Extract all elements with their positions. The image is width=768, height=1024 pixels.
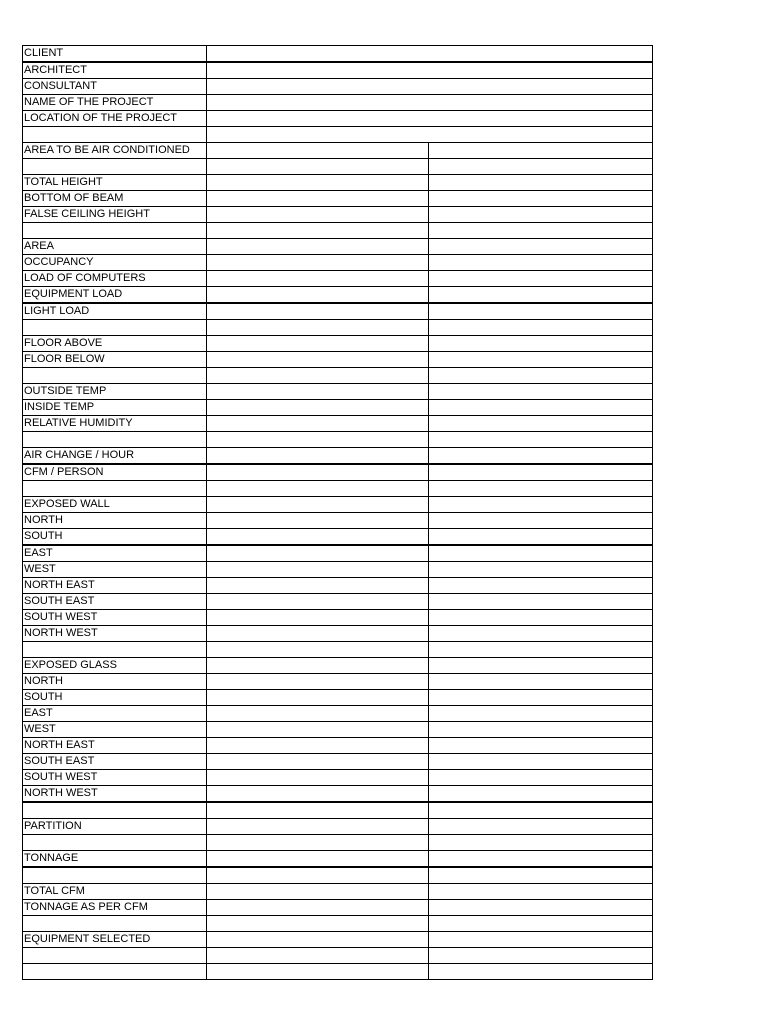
value-cell[interactable] [207,867,429,884]
row-label: SOUTH EAST [23,754,207,770]
row-label [23,320,207,336]
row-label: BOTTOM OF BEAM [23,191,207,207]
row-label: RELATIVE HUMIDITY [23,416,207,432]
row-label: CFM / PERSON [23,464,207,481]
header-row [23,46,653,63]
form-row [23,207,653,223]
form-row [23,303,653,320]
row-label: EXPOSED GLASS [23,658,207,674]
value-cell[interactable] [207,143,429,159]
value-cell[interactable] [207,851,429,868]
row-label: FLOOR BELOW [23,352,207,368]
value-cell[interactable] [207,255,429,271]
form-row [23,706,653,722]
value-cell[interactable] [429,191,653,207]
value-cell[interactable] [207,754,429,770]
row-label: OUTSIDE TEMP [23,384,207,400]
value-cell[interactable] [429,722,653,738]
row-label [23,964,207,980]
value-cell[interactable] [429,835,653,851]
value-cell[interactable] [207,594,429,610]
value-cell[interactable] [429,690,653,706]
value-cell[interactable] [429,916,653,932]
form-row [23,964,653,980]
value-cell[interactable] [429,432,653,448]
value-cell[interactable] [207,529,429,546]
row-label: NORTH EAST [23,578,207,594]
value-cell[interactable] [207,513,429,529]
form-row [23,481,653,497]
value-cell[interactable] [429,448,653,465]
value-cell[interactable] [429,545,653,562]
form-row [23,513,653,529]
value-cell[interactable] [429,884,653,900]
row-label [23,642,207,658]
value-cell[interactable] [429,529,653,546]
value-cell[interactable] [429,513,653,529]
form-row [23,223,653,239]
value-cell[interactable] [429,562,653,578]
value-cell[interactable] [429,175,653,191]
value-cell[interactable] [207,819,429,835]
row-label: NORTH WEST [23,626,207,642]
value-cell[interactable] [429,964,653,980]
row-label [23,159,207,175]
value-cell[interactable] [207,562,429,578]
header-row [23,127,653,143]
value-cell[interactable] [207,674,429,690]
form-row [23,432,653,448]
form-row [23,384,653,400]
form-row [23,191,653,207]
value-cell[interactable] [207,835,429,851]
value-cell[interactable] [207,95,653,111]
form-row [23,658,653,674]
value-cell[interactable] [207,320,429,336]
row-label: EQUIPMENT SELECTED [23,932,207,948]
row-label: FALSE CEILING HEIGHT [23,207,207,223]
row-label [23,223,207,239]
value-cell[interactable] [207,658,429,674]
value-cell[interactable] [429,320,653,336]
value-cell[interactable] [207,303,429,320]
value-cell[interactable] [429,867,653,884]
form-row [23,255,653,271]
value-cell[interactable] [207,448,429,465]
form-row [23,835,653,851]
value-cell[interactable] [429,239,653,255]
ac-load-form-table [22,45,653,980]
header-row [23,111,653,127]
form-row [23,948,653,964]
header-row [23,79,653,95]
value-cell[interactable] [207,239,429,255]
row-label [23,432,207,448]
row-label: NORTH WEST [23,786,207,803]
value-cell[interactable] [429,207,653,223]
value-cell[interactable] [429,497,653,513]
value-cell[interactable] [429,368,653,384]
form-row [23,867,653,884]
form-row [23,448,653,465]
value-cell[interactable] [207,400,429,416]
form-row [23,754,653,770]
row-label: LOCATION OF THE PROJECT [23,111,207,127]
value-cell[interactable] [207,46,653,63]
value-cell[interactable] [207,802,429,819]
form-row [23,159,653,175]
form-row [23,932,653,948]
value-cell[interactable] [429,255,653,271]
row-label: EAST [23,545,207,562]
row-label [23,481,207,497]
value-cell[interactable] [207,271,429,287]
row-label [23,867,207,884]
value-cell[interactable] [429,578,653,594]
value-cell[interactable] [207,287,429,304]
form-row [23,175,653,191]
row-label [23,802,207,819]
value-cell[interactable] [207,578,429,594]
value-cell[interactable] [429,738,653,754]
form-body [23,46,653,980]
row-label: TONNAGE AS PER CFM [23,900,207,916]
row-label: OCCUPANCY [23,255,207,271]
form-row [23,819,653,835]
value-cell[interactable] [429,594,653,610]
value-cell[interactable] [207,223,429,239]
row-label: SOUTH [23,690,207,706]
value-cell[interactable] [429,303,653,320]
value-cell[interactable] [429,271,653,287]
value-cell[interactable] [429,754,653,770]
value-cell[interactable] [207,932,429,948]
row-label: LIGHT LOAD [23,303,207,320]
value-cell[interactable] [429,336,653,352]
row-label [23,916,207,932]
value-cell[interactable] [207,706,429,722]
form-row [23,770,653,786]
value-cell[interactable] [429,223,653,239]
value-cell[interactable] [429,674,653,690]
form-row [23,738,653,754]
value-cell[interactable] [207,610,429,626]
row-label: SOUTH WEST [23,610,207,626]
value-cell[interactable] [207,62,653,79]
row-label: EAST [23,706,207,722]
row-label: NORTH [23,674,207,690]
row-label: NORTH [23,513,207,529]
row-label: SOUTH EAST [23,594,207,610]
form-row [23,271,653,287]
value-cell[interactable] [207,900,429,916]
row-label [23,368,207,384]
form-row [23,674,653,690]
value-cell[interactable] [207,384,429,400]
value-cell[interactable] [429,481,653,497]
row-label [23,127,207,143]
value-cell[interactable] [207,127,653,143]
form-row [23,336,653,352]
value-cell[interactable] [207,738,429,754]
value-cell[interactable] [207,336,429,352]
row-label: AIR CHANGE / HOUR [23,448,207,465]
value-cell[interactable] [429,159,653,175]
value-cell[interactable] [429,626,653,642]
form-row [23,464,653,481]
form-row [23,626,653,642]
row-label: TOTAL CFM [23,884,207,900]
form-row [23,900,653,916]
row-label: WEST [23,722,207,738]
row-label: TOTAL HEIGHT [23,175,207,191]
row-label [23,948,207,964]
value-cell[interactable] [207,111,653,127]
form-row [23,690,653,706]
row-label: AREA [23,239,207,255]
value-cell[interactable] [429,143,653,159]
value-cell[interactable] [207,175,429,191]
form-row [23,352,653,368]
value-cell[interactable] [429,464,653,481]
value-cell[interactable] [207,464,429,481]
row-label: WEST [23,562,207,578]
value-cell[interactable] [207,416,429,432]
row-label: EQUIPMENT LOAD [23,287,207,304]
form-row [23,287,653,304]
form-row [23,239,653,255]
form-row [23,916,653,932]
form-row [23,400,653,416]
form-row [23,594,653,610]
header-row [23,62,653,79]
value-cell[interactable] [429,384,653,400]
value-cell[interactable] [429,642,653,658]
row-label: INSIDE TEMP [23,400,207,416]
value-cell[interactable] [429,819,653,835]
value-cell[interactable] [207,948,429,964]
value-cell[interactable] [207,770,429,786]
row-label: SOUTH WEST [23,770,207,786]
value-cell[interactable] [207,497,429,513]
form-row [23,578,653,594]
value-cell[interactable] [429,352,653,368]
row-label: AREA TO BE AIR CONDITIONED [23,143,207,159]
form-row [23,786,653,803]
form-row [23,610,653,626]
value-cell[interactable] [207,690,429,706]
value-cell[interactable] [207,432,429,448]
value-cell[interactable] [429,802,653,819]
form-row [23,143,653,159]
value-cell[interactable] [429,932,653,948]
row-label: NORTH EAST [23,738,207,754]
value-cell[interactable] [429,770,653,786]
form-row [23,368,653,384]
value-cell[interactable] [207,722,429,738]
value-cell[interactable] [207,368,429,384]
form-row [23,545,653,562]
value-cell[interactable] [207,964,429,980]
value-cell[interactable] [207,207,429,223]
row-label: FLOOR ABOVE [23,336,207,352]
form-row [23,416,653,432]
form-row [23,722,653,738]
row-label: CLIENT [23,46,207,63]
value-cell[interactable] [429,400,653,416]
value-cell[interactable] [207,159,429,175]
header-row [23,95,653,111]
row-label: ARCHITECT [23,62,207,79]
value-cell[interactable] [429,416,653,432]
value-cell[interactable] [207,626,429,642]
value-cell[interactable] [207,79,653,95]
value-cell[interactable] [207,884,429,900]
row-label: CONSULTANT [23,79,207,95]
value-cell[interactable] [429,851,653,868]
value-cell[interactable] [207,352,429,368]
row-label: LOAD OF COMPUTERS [23,271,207,287]
value-cell[interactable] [207,916,429,932]
row-label: NAME OF THE PROJECT [23,95,207,111]
value-cell[interactable] [429,948,653,964]
value-cell[interactable] [207,191,429,207]
form-row [23,802,653,819]
row-label: PARTITION [23,819,207,835]
value-cell[interactable] [429,610,653,626]
value-cell[interactable] [429,287,653,304]
form-row [23,884,653,900]
form-row [23,562,653,578]
form-row [23,851,653,868]
value-cell[interactable] [429,786,653,803]
row-label: TONNAGE [23,851,207,868]
form-row [23,529,653,546]
value-cell[interactable] [429,706,653,722]
value-cell[interactable] [429,900,653,916]
value-cell[interactable] [429,658,653,674]
row-label: SOUTH [23,529,207,546]
form-row [23,320,653,336]
value-cell[interactable] [207,786,429,803]
value-cell[interactable] [207,545,429,562]
form-row [23,642,653,658]
row-label [23,835,207,851]
form-row [23,497,653,513]
value-cell[interactable] [207,642,429,658]
value-cell[interactable] [207,481,429,497]
row-label: EXPOSED WALL [23,497,207,513]
